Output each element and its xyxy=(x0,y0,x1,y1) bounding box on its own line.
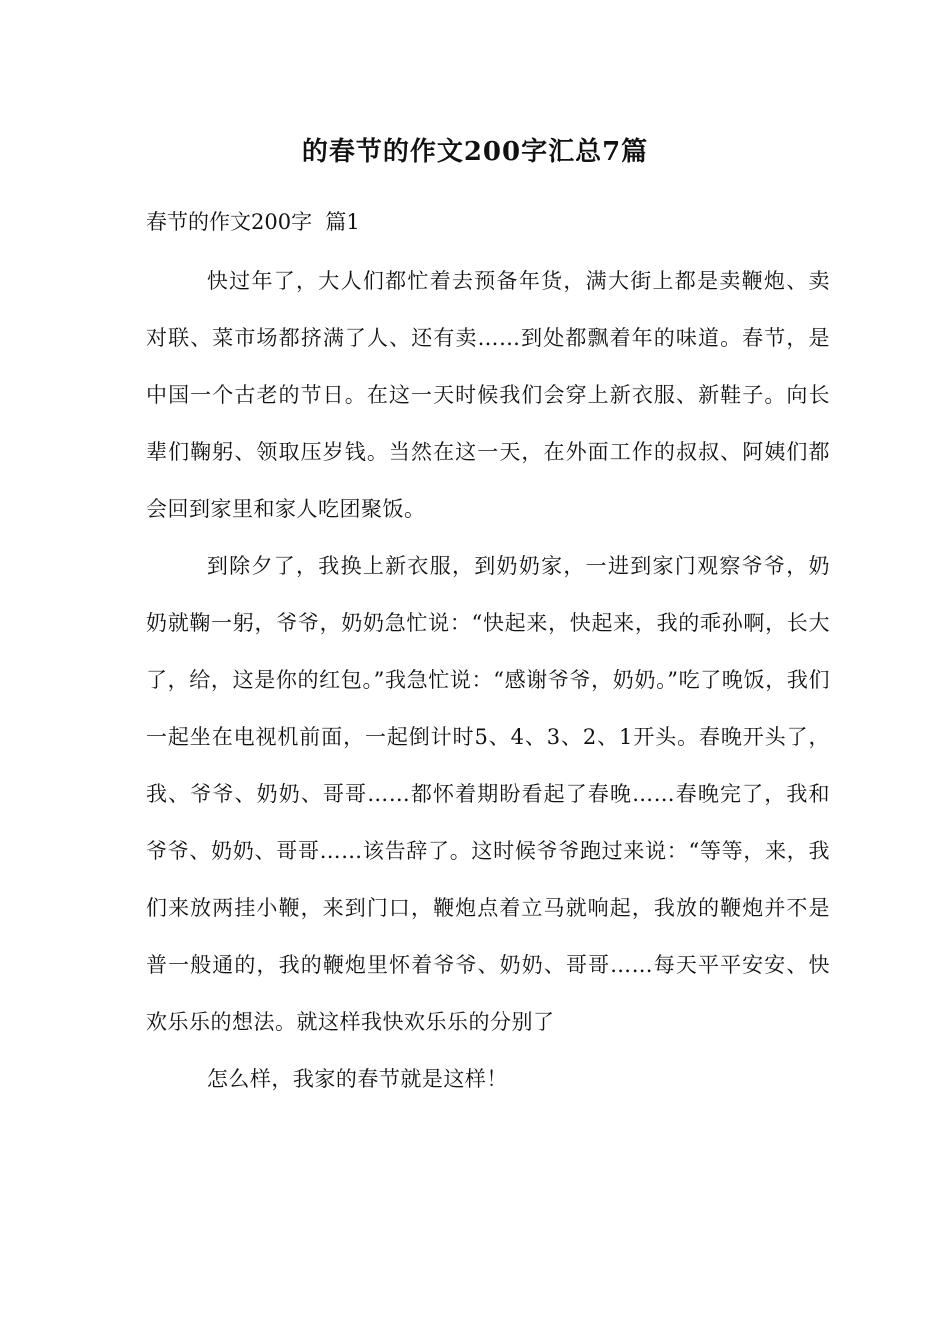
paragraph-2: 到除夕了，我换上新衣服，到奶奶家，一进到家门观察爷爷，奶奶就鞠一躬，爷爷，奶奶急忙说：“快起来，快起来，我的乖孙啊，长大了，给，这是你的红包。”我急忙说：“感谢爷爷，奶奶。”吃了晚饭，我们一起坐在电视机前面，一起倒计时5、4、3、2、1开头。春晚开头了，我、爷爷、奶奶、哥哥……都怀着期盼看起了春晚……春晚完了，我和爷爷、奶奶、哥哥……该告辞了。这时候爷爷跑过来说：“等等，来，我们来放两挂小鞭，来到门口，鞭炮点着立马就响起，我放的鞭炮并不是普一般通的，我的鞭炮里怀着爷爷、奶奶、哥哥……每天平平安安、快欢乐乐的想法。就这样我快欢乐乐的分别了 xyxy=(146,554,830,1034)
essay-body xyxy=(146,253,830,1108)
paragraph-1: 快过年了，大人们都忙着去预备年货，满大街上都是卖鞭炮、卖对联、菜市场都挤满了人、还有卖……到处都飘着年的味道。春节，是中国一个古老的节日。在这一天时候我们会穿上新衣服、新鞋子。向长辈们鞠躬、领取压岁钱。当然在这一天，在外面工作的叔叔、阿姨们都会回到家里和家人吃团聚饭。 xyxy=(146,269,830,521)
section-heading: 春节的作文200字 篇1 xyxy=(146,210,360,234)
paragraph-3: 怎么样，我家的春节就是这样！ xyxy=(206,1067,508,1091)
document-title: 的春节的作文200字汇总7篇 xyxy=(301,137,649,167)
